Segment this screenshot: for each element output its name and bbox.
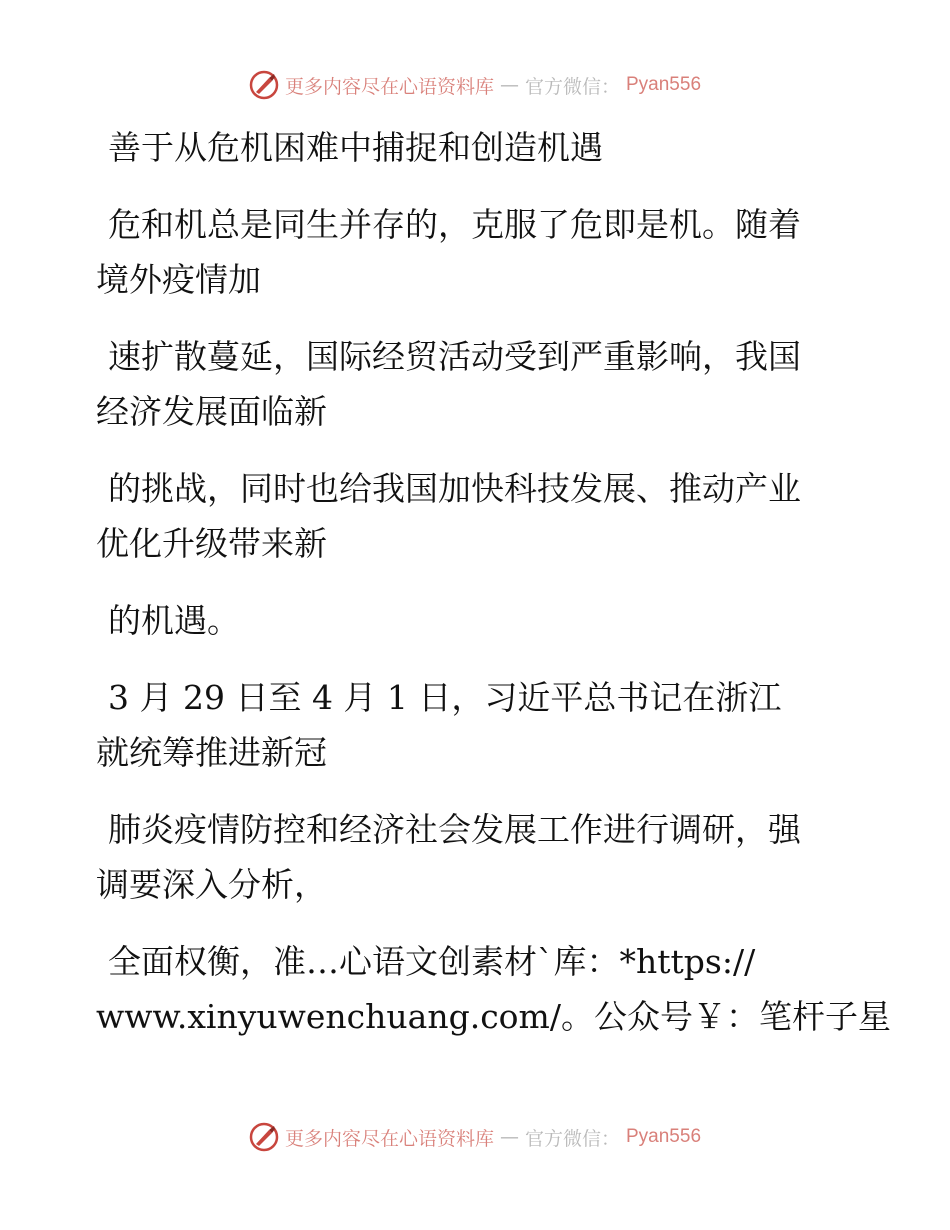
text-line: 肺炎疫情防控和经济社会发展工作进行调研，强 xyxy=(108,810,801,849)
watermark-wechat-id: Pyan556 xyxy=(626,74,702,95)
paragraph xyxy=(96,329,856,439)
paragraph xyxy=(96,934,891,1044)
header-watermark xyxy=(0,70,950,100)
text-line: 全面权衡，准…心语文创素材`库：*https:// xyxy=(108,942,756,981)
watermark-label: 官方微信： xyxy=(524,75,620,98)
watermark-brand: 更多内容尽在心语资料库 xyxy=(284,1127,494,1150)
paragraph xyxy=(96,802,856,912)
watermark-wechat-id: Pyan556 xyxy=(626,1126,702,1147)
paragraph xyxy=(96,461,856,571)
text-line: 优化升级带来新 xyxy=(96,524,327,563)
watermark-brand: 更多内容尽在心语资料库 xyxy=(284,75,494,98)
text-line: 3 月 29 日至 4 月 1 日，习近平总书记在浙江 xyxy=(108,678,782,717)
text-line: 经济发展面临新 xyxy=(96,392,327,431)
paragraph xyxy=(96,670,856,780)
text-line: 的挑战，同时也给我国加快科技发展、推动产业 xyxy=(108,469,801,508)
watermark-separator: — xyxy=(499,1126,519,1148)
text-line: 的机遇。 xyxy=(108,601,240,640)
quill-logo-icon xyxy=(249,1122,279,1152)
text-line: 速扩散蔓延，国际经贸活动受到严重影响，我国 xyxy=(108,337,801,376)
watermark-separator: — xyxy=(499,74,519,96)
text-line: www.xinyuwenchuang.com/。公众号￥：笔杆子星 xyxy=(96,997,891,1036)
quill-logo-icon xyxy=(249,70,279,100)
paragraph xyxy=(96,197,856,307)
text-line: 调要深入分析， xyxy=(96,865,327,904)
text-line: 善于从危机困难中捕捉和创造机遇 xyxy=(108,128,603,167)
text-line: 危和机总是同生并存的，克服了危即是机。随着 xyxy=(108,205,801,244)
text-line: 境外疫情加 xyxy=(96,260,261,299)
watermark-label: 官方微信： xyxy=(524,1127,620,1150)
text-line: 就统筹推进新冠 xyxy=(96,733,327,772)
paragraph xyxy=(96,593,856,648)
document-body xyxy=(96,120,891,1066)
footer-watermark xyxy=(0,1122,950,1152)
paragraph-title xyxy=(96,120,856,175)
